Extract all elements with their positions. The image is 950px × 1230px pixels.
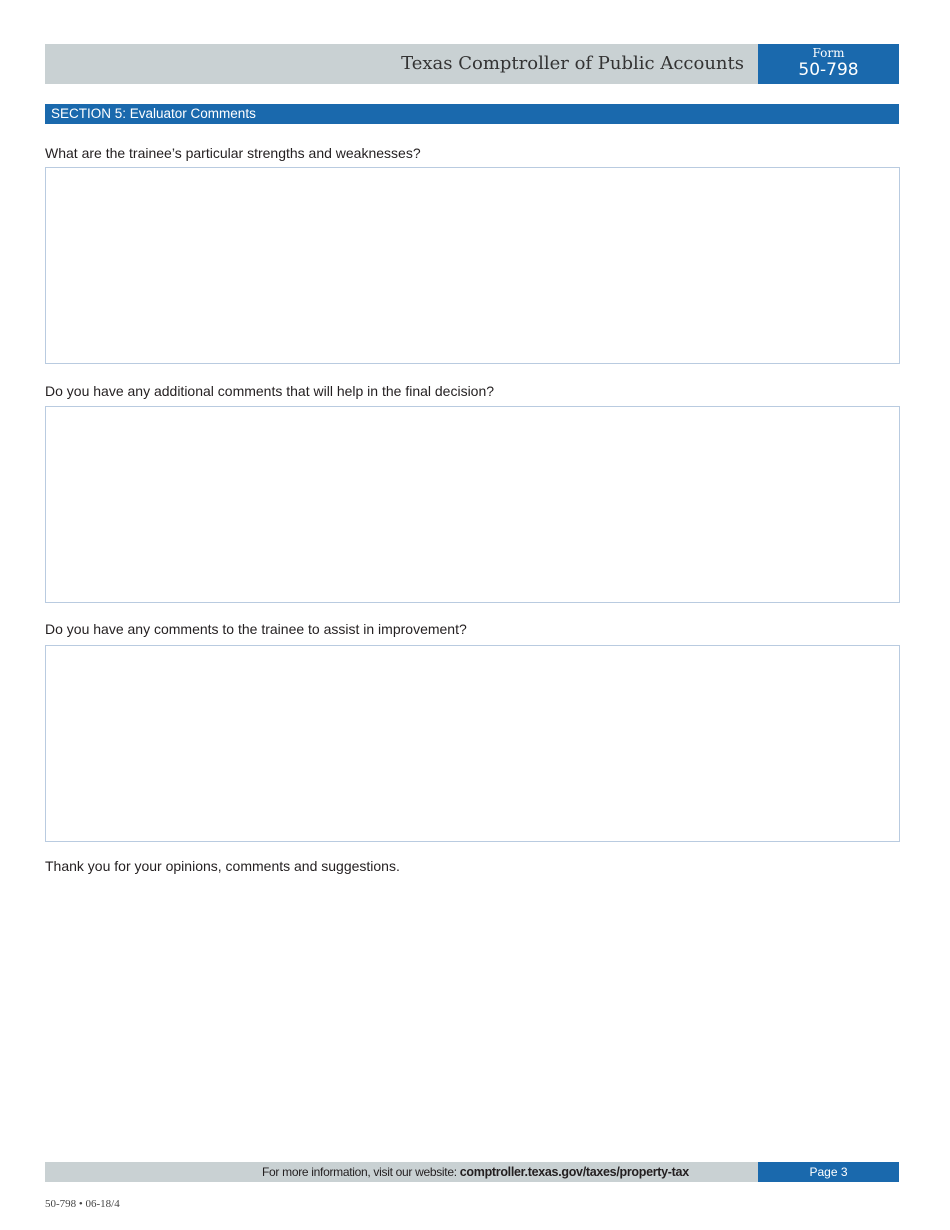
page-number: Page 3 — [758, 1162, 899, 1182]
question-additional-comments: Do you have any additional comments that will help in the final decision? — [45, 383, 495, 399]
strengths-weaknesses-input[interactable] — [45, 167, 900, 364]
closing-message: Thank you for your opinions, comments and suggestions. — [45, 858, 400, 874]
improvement-comments-input[interactable] — [45, 645, 900, 842]
agency-name: Texas Comptroller of Public Accounts — [401, 53, 744, 74]
section-title: SECTION 5: Evaluator Comments — [45, 104, 899, 124]
question-strengths-weaknesses: What are the trainee’s particular strengths and weaknesses? — [45, 145, 421, 161]
form-revision: 50-798 • 06-18/4 — [45, 1198, 120, 1210]
footer-info-prefix: For more information, visit our website: — [262, 1165, 460, 1179]
form-label: Form — [812, 46, 845, 60]
footer-bar — [45, 1162, 758, 1182]
form-number-box — [758, 44, 899, 84]
footer-info — [262, 1162, 689, 1182]
footer-website-link[interactable]: comptroller.texas.gov/taxes/property-tax — [459, 1165, 689, 1179]
question-improvement-comments: Do you have any comments to the trainee to assist in improvement? — [45, 621, 467, 637]
additional-comments-input[interactable] — [45, 406, 900, 603]
header-bar — [45, 44, 758, 84]
form-number: 50-798 — [798, 60, 859, 80]
